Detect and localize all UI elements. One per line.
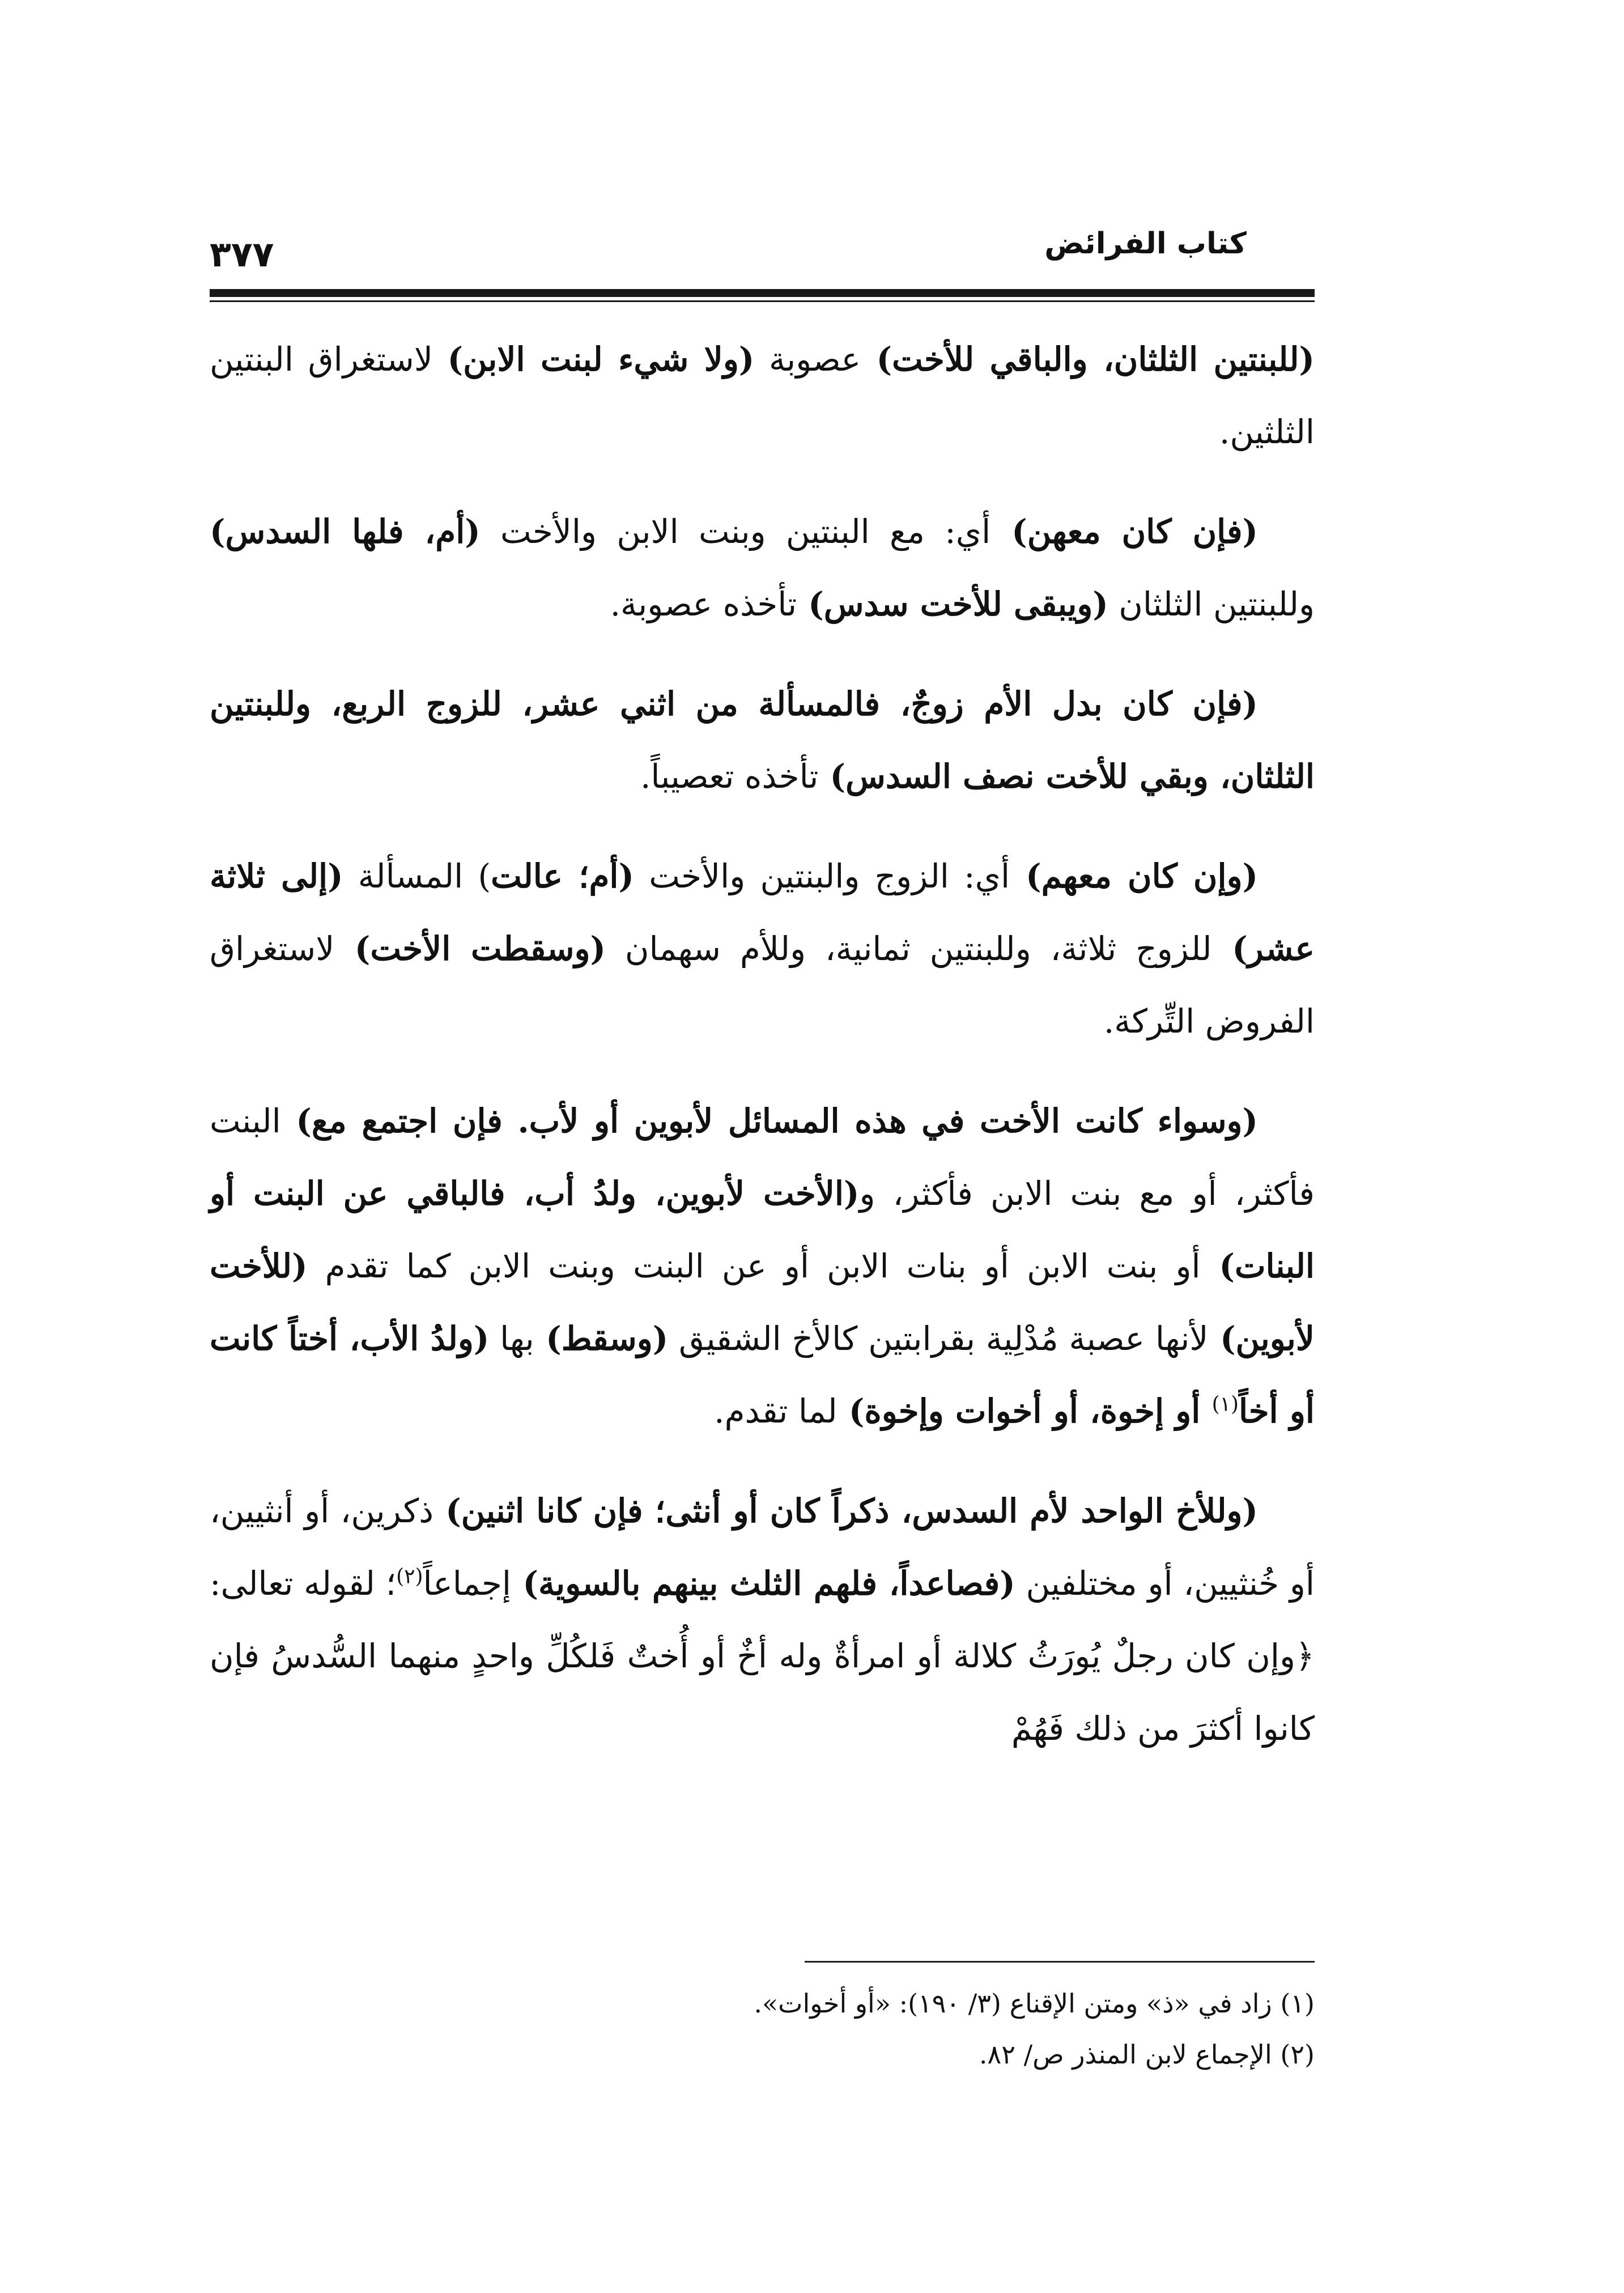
matn-text: (أم، فلها السدس)	[210, 512, 481, 551]
sharh-text: أو بنت الابن أو بنات الابن أو عن البنت وبنت الابن كما تقدم	[307, 1247, 1201, 1285]
sharh-text: ذكرين، أو أنثيين، أو خُنثيين، أو مختلفين	[210, 1492, 1315, 1603]
sharh-text: لأنها عصبة مُدْلِية بقرابتين كالأخ الشقيق	[668, 1319, 1209, 1358]
sharh-text: عصوبة	[754, 340, 861, 379]
matn-text: (ويبقى للأخت سدس)	[797, 585, 1108, 623]
sharh-text: لاستغراق الفروض التِّركة.	[210, 929, 1315, 1041]
running-title: كتاب الفرائض	[1044, 227, 1247, 261]
matn-text: (وإن كان معهم)	[1010, 857, 1259, 895]
footnote-marker: (٢)	[396, 1565, 423, 1589]
matn-text: (ولا شيء لبنت الابن)	[447, 340, 755, 379]
footnotes	[210, 1978, 1315, 2080]
matn-text: (ولدُ الأب، أختاً كانت أو أخاً	[210, 1319, 1315, 1430]
matn-text: (فصاعداً، فلهم الثلث بينهم بالسوية)	[511, 1564, 1015, 1603]
sharh-text: أي: مع البنتين وبنت الابن والأخت	[480, 512, 991, 551]
matn-text: (فإن كان معهن)	[990, 512, 1259, 551]
sharh-text: البنت فأكثر، أو مع بنت الابن فأكثر، و	[210, 1102, 1315, 1213]
paragraph	[210, 323, 1315, 468]
matn-text: (للبنتين الثلثان، والباقي للأخت)	[861, 340, 1315, 379]
sharh-text: بها	[489, 1319, 534, 1358]
matn-text: (للأخت لأبوين)	[210, 1247, 1315, 1358]
matn-text: (وسواء كانت الأخت في هذه المسائل لأبوين أو لأب. فإن اجتمع مع)	[280, 1102, 1258, 1140]
header-rule-thin	[210, 300, 1315, 302]
matn-text: (الأخت لأبوين، ولدُ أب، فالباقي عن البنت أو البنات)	[210, 1174, 1315, 1285]
matn-text: (أم؛ عالت	[491, 857, 634, 895]
sharh-text: إجماعاً	[423, 1564, 511, 1603]
matn-text: (وسقطت الأخت)	[334, 929, 606, 968]
sharh-text: تأخذه عصوبة.	[610, 585, 797, 623]
header-rule-thick	[210, 289, 1315, 297]
page-header	[210, 221, 1315, 283]
matn-text: (فإن كان بدل الأم زوجٌ، فالمسألة من اثني عشر، للزوج الربع، وللبنتين الثلثان، وبقي للأخت نصف السدس)	[210, 685, 1315, 796]
matn-text: (وللأخ الواحد لأم السدس، ذكراً كان أو أنثى؛ فإن كانا اثنين)	[433, 1492, 1258, 1530]
footnote-separator	[805, 1961, 1315, 1963]
footnote-2: (٢) الإجماع لابن المنذر ص/ ٨٢.	[979, 2039, 1315, 2070]
page-number: ٣٧٧	[210, 233, 274, 275]
sharh-text: لاستغراق البنتين الثلثين.	[210, 340, 1315, 451]
paragraph	[210, 840, 1315, 1058]
sharh-text: للزوج ثلاثة، وللبنتين ثمانية، وللأم سهمان	[605, 929, 1212, 968]
matn-text: (إلى ثلاثة عشر)	[210, 857, 1315, 968]
sharh-text: وللبنتين الثلثان	[1108, 585, 1315, 623]
sharh-text: أي: الزوج والبنتين والأخت	[634, 857, 1010, 895]
paragraph	[210, 1475, 1315, 1765]
sharh-text: ) المسألة	[343, 857, 491, 895]
matn-text: أو إخوة، أو أخوات وإخوة)	[837, 1392, 1212, 1430]
main-text	[210, 323, 1315, 1792]
paragraph	[210, 495, 1315, 640]
sharh-text: ؛ لقوله تعالى: ﴿وإن كان رجلٌ يُورَثُ كلالة أو امرأةٌ وله أخٌ أو أُختٌ فَلكُلِّ واحدٍ منهما السُّدسُ فإن كانوا أكثرَ من ذلك فَهُمْ	[210, 1564, 1315, 1748]
sharh-text: لما تقدم.	[714, 1392, 837, 1430]
paragraph	[210, 668, 1315, 813]
footnote-marker: (١)	[1211, 1392, 1239, 1416]
sharh-text: تأخذه تعصيباً.	[640, 757, 819, 796]
matn-text: (وسقط)	[534, 1319, 669, 1358]
paragraph	[210, 1085, 1315, 1447]
footnote-1: (١) زاد في «ذ» ومتن الإقناع (٣/ ١٩٠): «أو أخوات».	[754, 1988, 1315, 2019]
